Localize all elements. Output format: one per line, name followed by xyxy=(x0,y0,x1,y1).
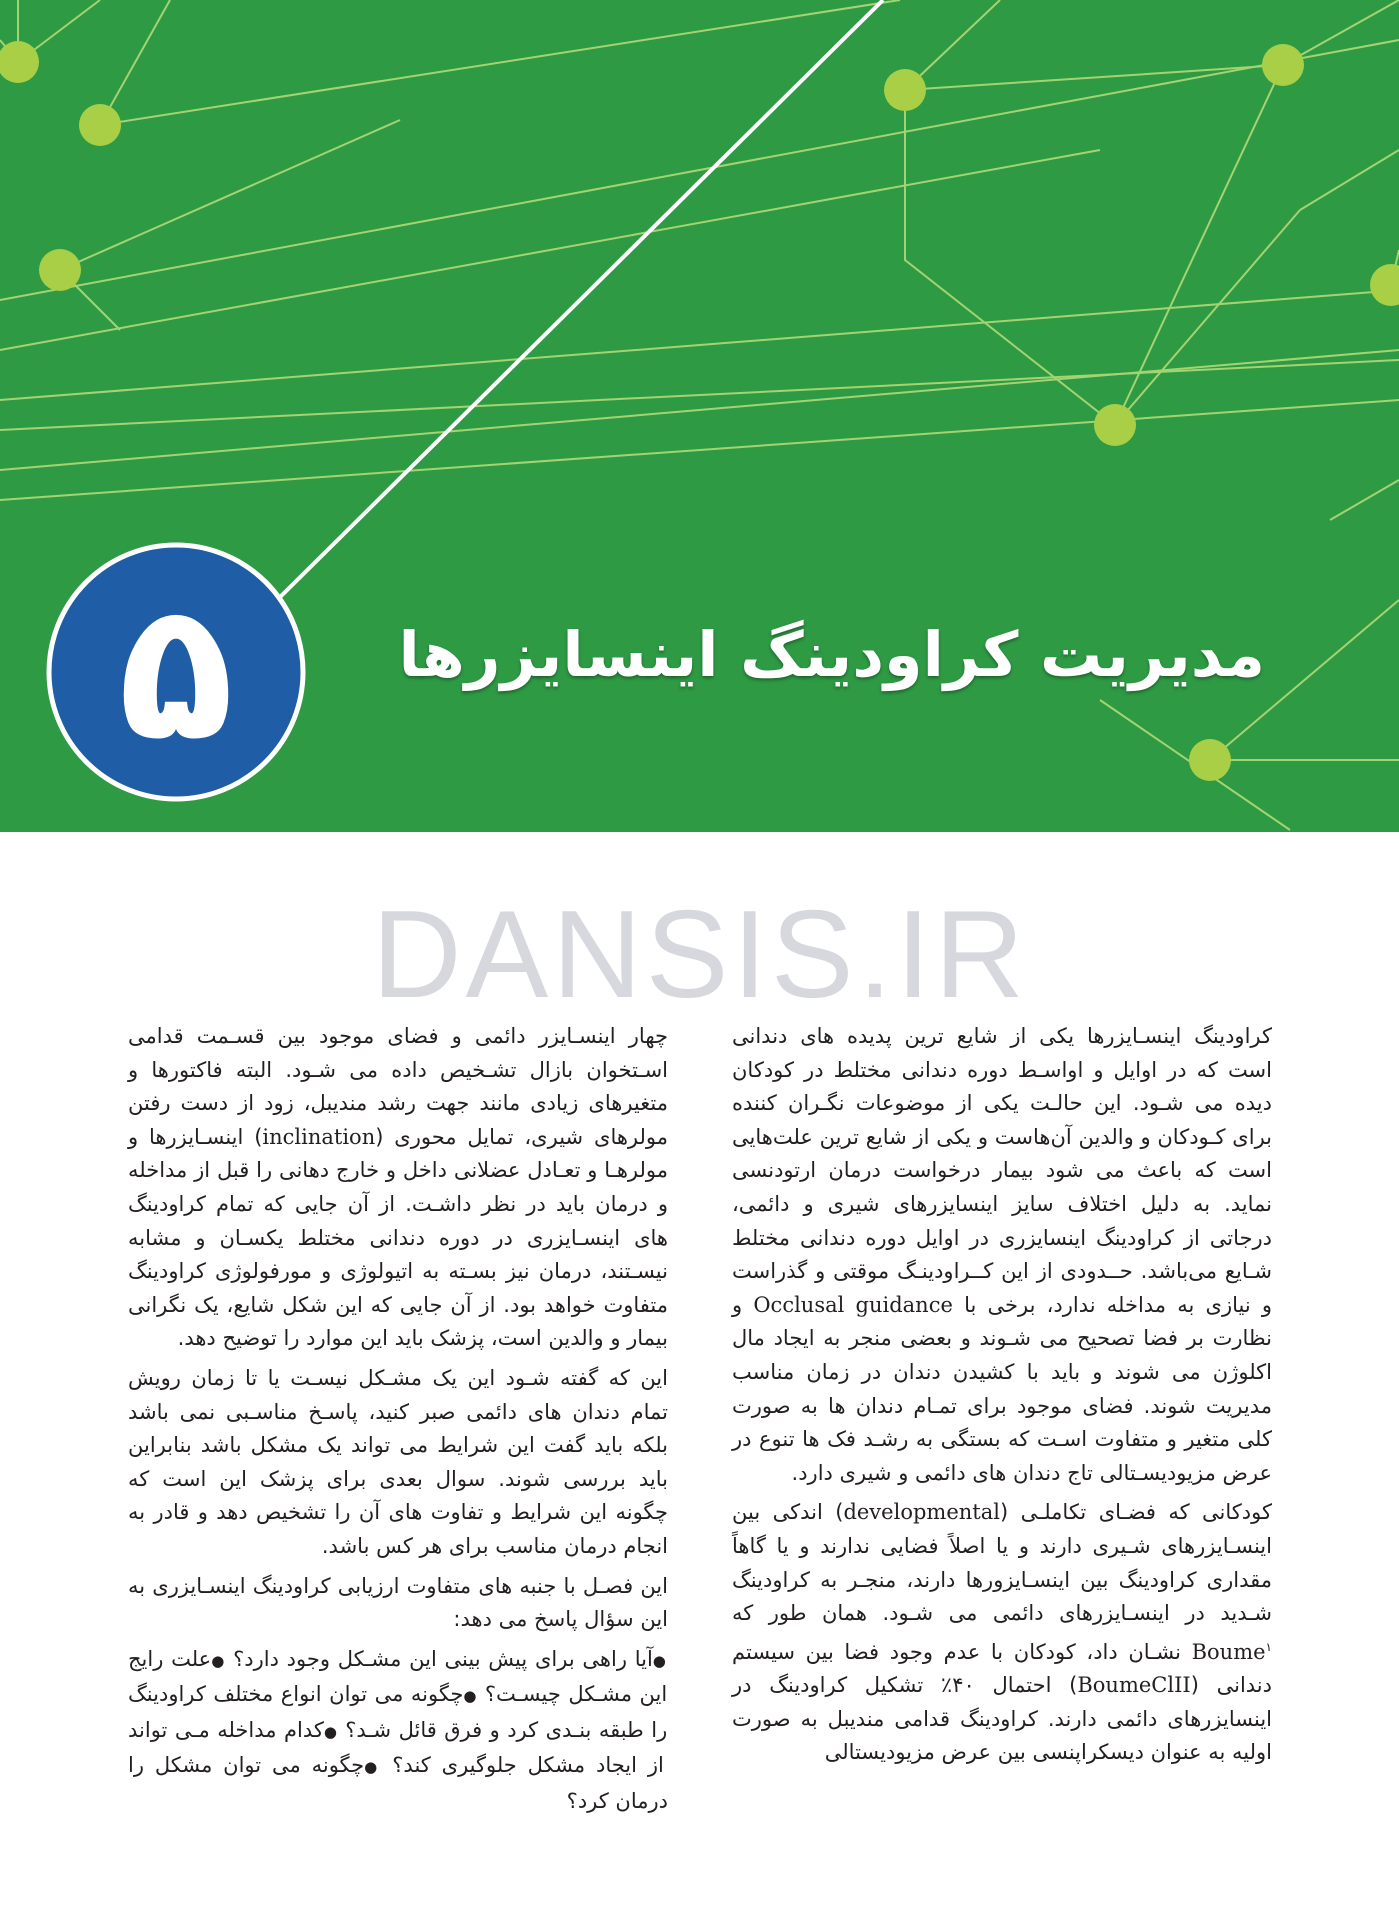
paragraph: کودکانی که فضـای تکاملـی (developmental) اندکی بین اینسـایزرهای شـیری دارند و یا اصلاً فضایی ندارند و یا گاهاً مقداری کراودینگ بین اینسـایزورها دارند، منجـر به کراودینگ شـدید در اینسـایزرهای دائمی می شـود. همان طور که Boume$^۱$ نشـان داد، کودکان با عدم وجود فضا بین سیستم دندانی (BoumeClII) احتمال ۴۰٪ تشکیل کراودینگ در اینسایزرهای دائمی دارند. کراودینگ قدامی مندیبل به صورت اولیه به عنوان دیسکراپنسی بین عرض مزیودیستالی xyxy=(732,1500,1273,1765)
bullet-icon: ● xyxy=(652,1651,667,1670)
latin-term: developmental xyxy=(843,1500,1000,1525)
latin-term: Occlusal guidance xyxy=(753,1292,953,1317)
paragraph: این فصـل با جنبه های متفاوت ارزیابی کراودینگ اینسـایزری به این سؤال پاسخ می دهد: xyxy=(128,1573,668,1632)
chapter-number: ۵ xyxy=(118,561,234,782)
left-text-column xyxy=(128,1020,668,1825)
right-text-column xyxy=(732,1020,1272,1776)
question-item: کدام مداخله مـی تواند از ایجاد مشکل جلوگیری کند؟ xyxy=(128,1717,664,1778)
bullet-icon: ● xyxy=(323,1722,338,1741)
question-item: چگونه می توان مشکل را درمان کرد؟ xyxy=(128,1753,668,1814)
paragraph: چهار اینسـایزر دائمی و فضای موجود بین قسـمت قدامی اسـتخوان بازال تشـخیص داده می شـود. البته فاکتورها و متغیرهای زیادی مانند جهت رشد مندیبل، زود از دست رفتن مولرهای شیری، تمایل محوری (inclination) اینسـایزرها و مولرهـا و تعـادل عضلانی داخل و خارج دهانی را قبل از مداخله و درمان باید در نظر داشـت. از آن جایی که تمام کراودینگ های اینسـایزری در دوره دندانی مختلط یکسـان و مشابه نیسـتند، درمان نیز بسـته به اتیولوژی و مورفولوژی کراودینگ متفاوت خواهد بود. از آن جایی که این شکل شایع، یک نگرانی بیمار و والدین است، پزشک باید این موارد را توضیح دهد. xyxy=(128,1024,668,1351)
bullet-icon: ● xyxy=(211,1651,226,1670)
latin-term: Boume xyxy=(1191,1639,1266,1664)
latin-term: BoumeClII xyxy=(1077,1673,1191,1698)
footnote-marker: ۱ xyxy=(1265,1639,1272,1654)
chapter-banner xyxy=(0,0,1399,832)
latin-term: inclination xyxy=(262,1124,376,1149)
watermark: DANSIS.IR xyxy=(371,886,1029,1024)
chapter-title: مدیریت کراودینگ اینسایزرها xyxy=(398,618,1265,691)
bullet-icon: ● xyxy=(364,1758,382,1777)
question-list xyxy=(128,1643,668,1819)
paragraph: این که گفته شـود این یک مشـکل نیسـت یا تا زمان رویش تمام دندان های دائمی صبر کنید، پاسـخ مناسـبی نمی باشد بلکه باید گفت این شرایط می تواند یک مشکل باشد بنابراین باید بررسی شوند. سوال بعدی برای پزشک این است که چگونه این شرایط و تفاوت های آن را تشخیص دهد و قادر به انجام درمان مناسب برای هر کس باشد. xyxy=(128,1365,668,1558)
bullet-icon: ● xyxy=(463,1687,478,1706)
paragraph: کراودینگ اینسـایزرها یکی از شایع ترین پدیده های دندانی است که در اوایل و اواسـط دوره دندانی مختلط در کودکان دیده می شـود. این حالـت یکی از موضوعات نگـران کننده برای کـودکان و والدین آن‌هاست و یکی از شایع ترین علت‌هایی است که باعث می شود بیمار درخواست درمان ارتودنسی نماید. به دلیل اختلاف سایز اینسایزرهای شیری و دائمی، درجاتی از کراودینگ اینسایزری در اوایل دوره دندانی مختلط شـایع می‌باشد. حــدودی از این کــراودینـگ موقتی و گذراست و نیازی به مداخله ندارد، برخی با Occlusal guidance و نظارت بر فضا تصحیح می شـوند و بعضی منجر به ایجاد مال اکلوژن می شوند و باید با کشیدن دندان در زمان مناسب مدیریت شوند. فضای موجود برای تمـام دندان ها به صورت کلی متغیر و متفاوت اسـت که بستگی به رشـد فک ها تنوع در عرض مزیودیسـتالی تاج دندان های دائمی و شیری دارد. xyxy=(732,1024,1272,1485)
question-item: علت رایج این مشـکل چیسـت؟ xyxy=(128,1646,668,1707)
question-item: چگونه می توان انواع مختلف کراودینگ را طبقه بنـدی کرد و فرق قائل شـد؟ xyxy=(128,1682,668,1742)
question-item: آیا راهی برای پیش بینی این مشـکل وجود دارد؟ xyxy=(233,1646,653,1671)
